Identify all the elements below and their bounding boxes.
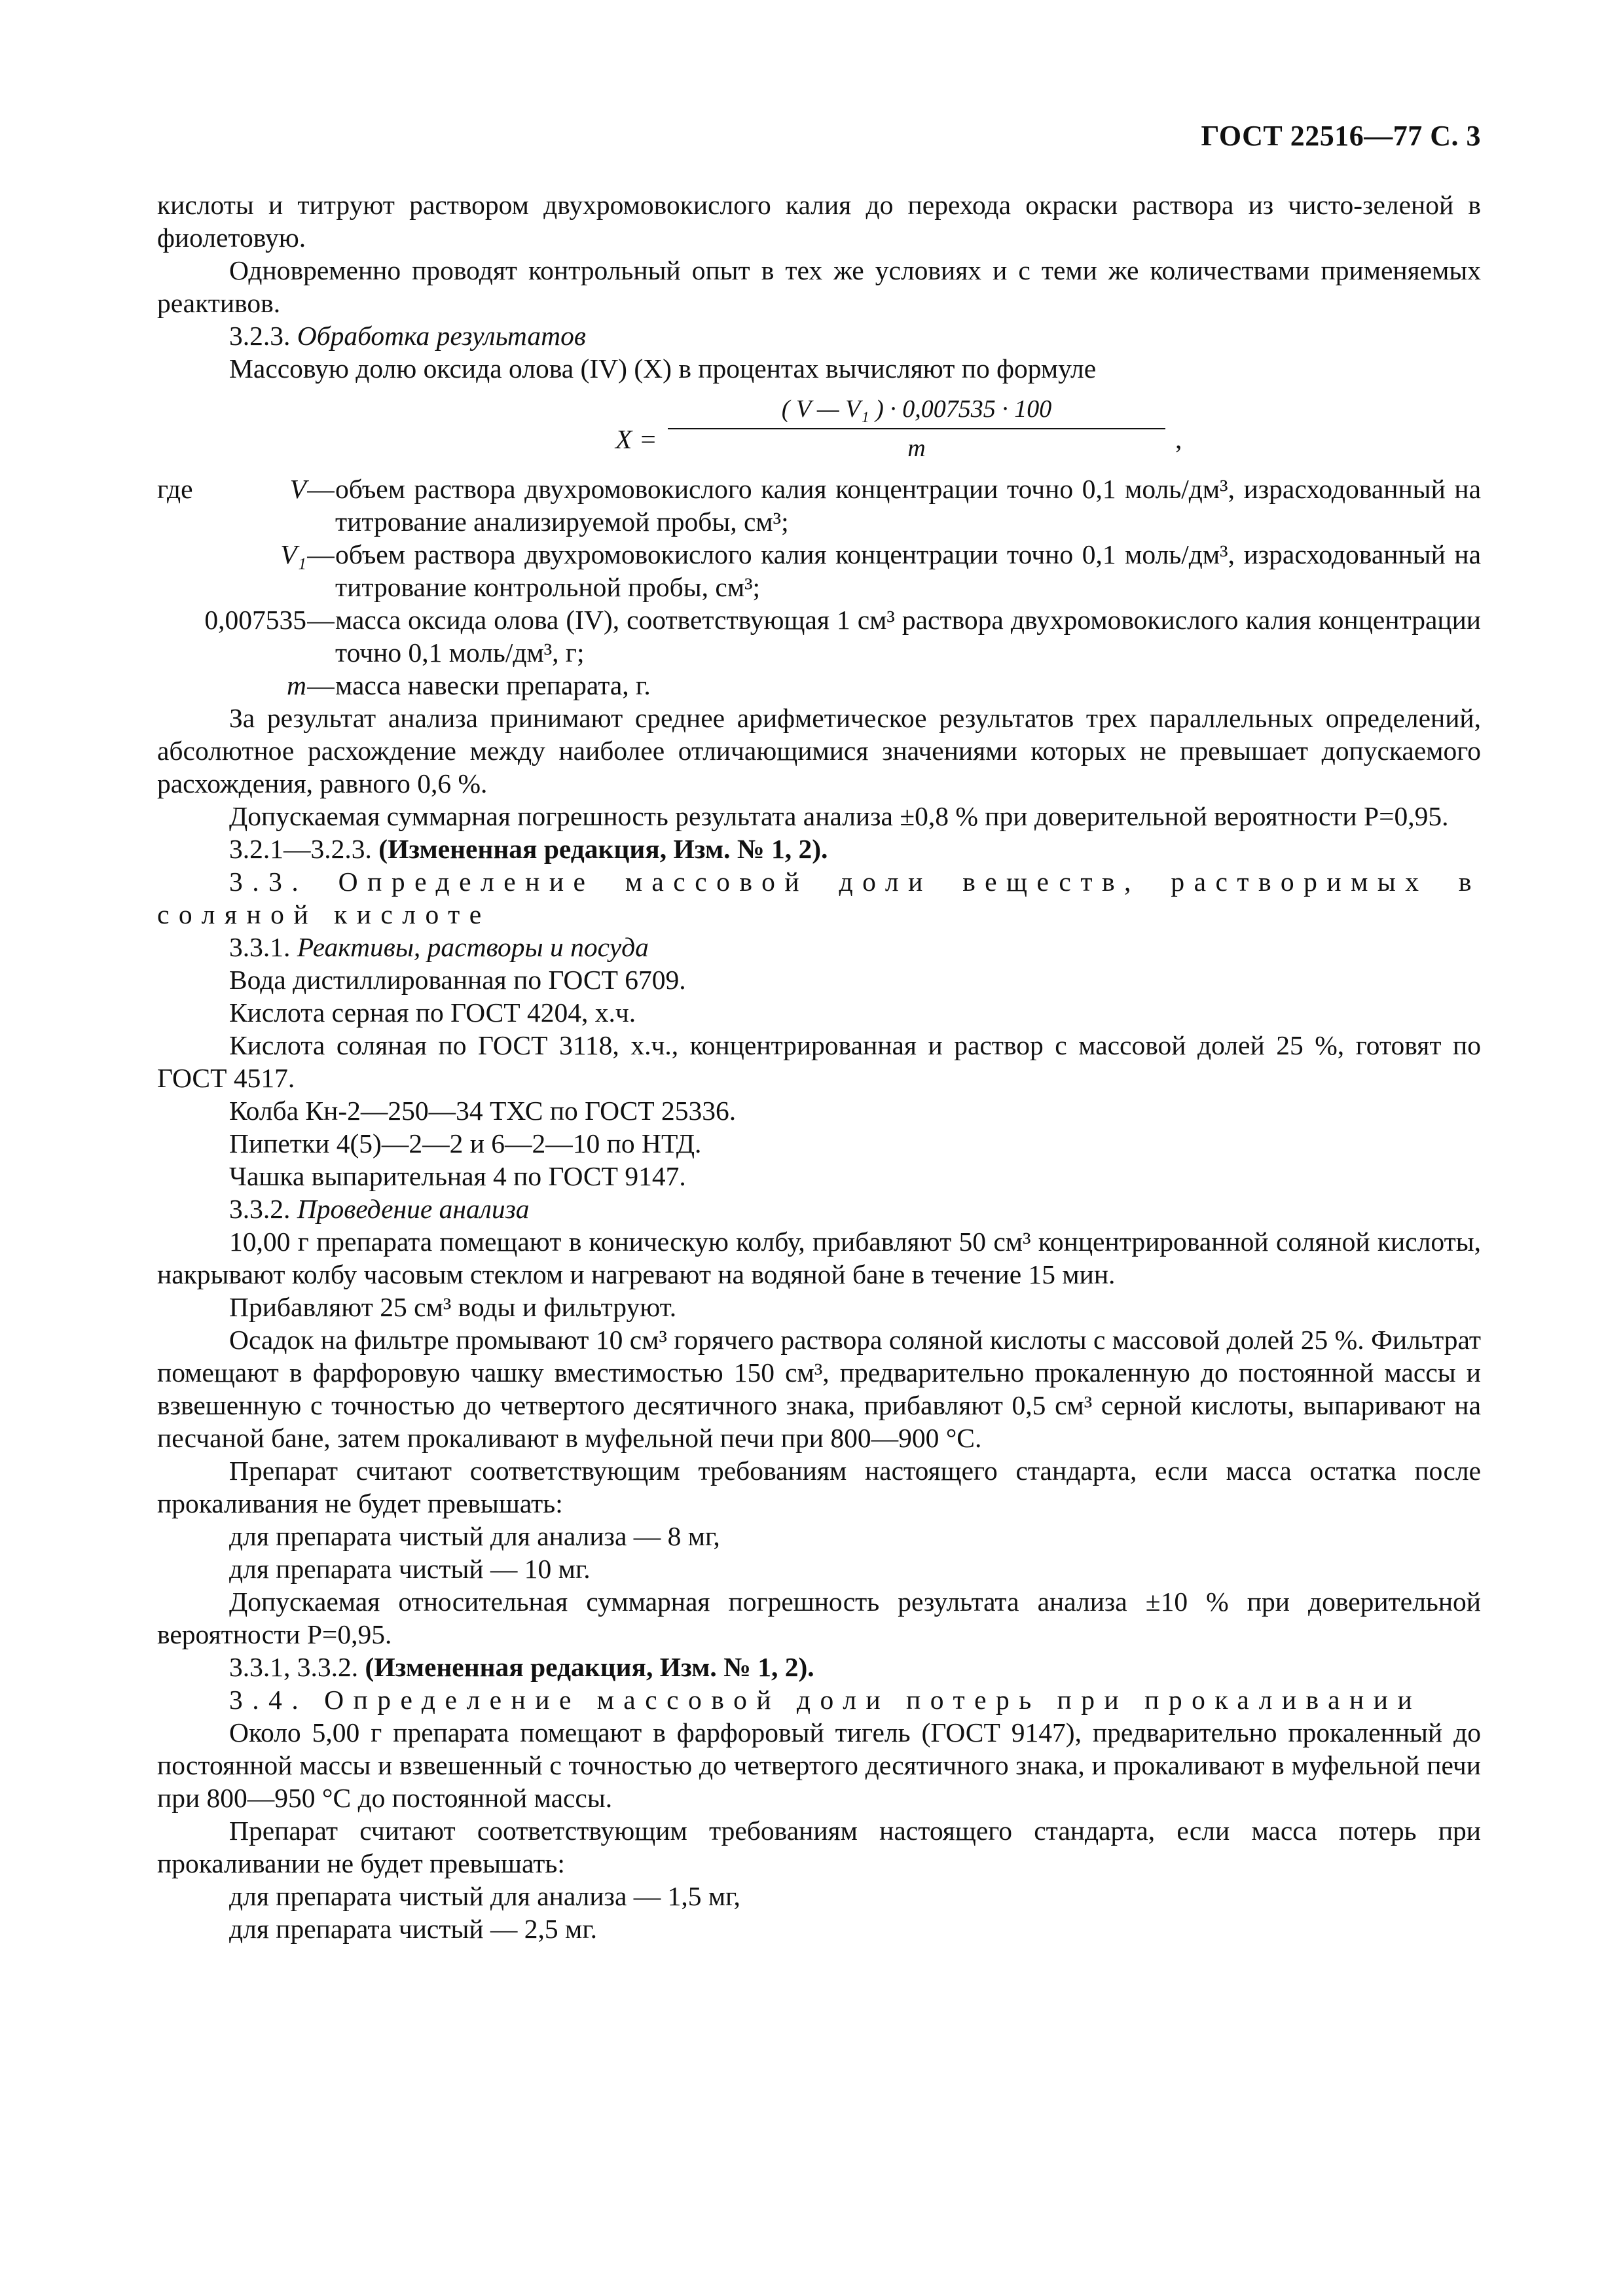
paragraph: За результат анализа принимают среднее арифметическое результатов трех параллельных определений, абсолютное расхождение между наиболее отличающимися значениями которых не превышает допускаемого расхождения, равного 0,6 %. [157, 703, 1481, 798]
legend-dash: — [307, 605, 335, 635]
legend-dash: — [307, 474, 335, 504]
section-number: 3.2.3. [229, 321, 291, 351]
legend-row [157, 473, 1481, 538]
reagent-item: Колба Кн-2—250—34 ТХС по ГОСТ 25336. [229, 1096, 737, 1126]
paragraph: Одновременно проводят контрольный опыт в тех же условиях и с теми же количествами применяемых реактивов. [157, 255, 1481, 318]
revision-text: (Измененная редакция, Изм. № 1, 2). [378, 834, 828, 864]
paragraph: Допускаемая суммарная погрешность результата анализа ±0,8 % при доверительной вероятности P=0,95. [229, 801, 1449, 831]
reagent-item: Вода дистиллированная по ГОСТ 6709. [229, 965, 686, 995]
legend-symbol: m [287, 670, 306, 700]
formula-numerator: ( V — V₁ ) · 0,007535 · 100 [668, 393, 1165, 429]
legend-where: где [157, 474, 193, 504]
legend-text: объем раствора двухромовокислого калия концентрации точно 0,1 моль/дм³, израсходованный на титрование анализируемой пробы, см³; [335, 474, 1481, 537]
reagent-item: Кислота соляная по ГОСТ 3118, х.ч., концентрированная и раствор с массовой долей 25 %, готовят по ГОСТ 4517. [157, 1030, 1481, 1093]
paragraph: Осадок на фильтре промывают 10 см³ горячего раствора соляной кислоты с массовой долей 25 %. Фильтрат помещают в фарфоровую чашку вместимостью 150 см³, предварительно прокаленную до постоянной массы и взвешенную с точностью до четвертого десятичного знака, прибавляют 0,5 см³ серной кислоты, выпаривают на песчаной бане, затем прокаливают в муфельной печи при 800—900 °С. [157, 1325, 1481, 1453]
reagent-item: Пипетки 4(5)—2—2 и 6—2—10 по НТД. [229, 1128, 702, 1158]
legend-dash: — [307, 670, 335, 700]
section-title: Реактивы, растворы и посуда [297, 932, 649, 962]
revision-number: 3.3.1, 3.3.2. [229, 1652, 359, 1682]
page-header: ГОСТ 22516—77 С. 3 [1201, 120, 1481, 152]
paragraph: Препарат считают соответствующим требованиям настоящего стандарта, если масса потерь при прокаливании не будет превышать: [157, 1816, 1481, 1878]
paragraph: Препарат считают соответствующим требованиям настоящего стандарта, если масса остатка после прокаливания не будет превышать: [157, 1456, 1481, 1518]
paragraph: Около 5,00 г препарата помещают в фарфоровый тигель (ГОСТ 9147), предварительно прокаленный до постоянной массы и взвешенный с точностью до четвертого десятичного знака, и прокаливают в муфельной печи при 800—950 °С до постоянной массы. [157, 1717, 1481, 1813]
legend-text: масса оксида олова (IV), соответствующая 1 см³ раствора двухромовокислого калия концентрации точно 0,1 моль/дм³, г; [335, 605, 1481, 668]
formula-denominator: m [907, 435, 926, 462]
paragraph: кислоты и титруют раствором двухромовокислого калия до перехода окраски раствора из чисто-зеленой в фиолетовую. [157, 190, 1481, 253]
paragraph: Прибавляют 25 см³ воды и фильтруют. [229, 1292, 677, 1322]
section-number: 3.3.1. [229, 932, 291, 962]
legend-row [157, 538, 1481, 603]
reagent-item: Чашка выпарительная 4 по ГОСТ 9147. [229, 1161, 686, 1191]
legend-row [157, 669, 1481, 702]
list-item: для препарата чистый для анализа — 8 мг, [229, 1521, 720, 1551]
legend-symbol: V₁ [280, 539, 306, 569]
legend-symbol: V [289, 474, 306, 504]
document-page [157, 0, 1481, 2296]
section-title: Проведение анализа [297, 1194, 530, 1224]
section-title: Обработка результатов [297, 321, 586, 351]
section-heading-3-4: 3.4. Определение массовой доли потерь при прокаливании [229, 1685, 1422, 1715]
document-body [157, 188, 1481, 1945]
list-item: для препарата чистый — 10 мг. [229, 1554, 591, 1584]
list-item: для препарата чистый — 2,5 мг. [229, 1914, 598, 1944]
revision-note [157, 833, 1481, 865]
paragraph: Массовую долю оксида олова (IV) (X) в процентах вычисляют по формуле [229, 353, 1097, 384]
legend-text: объем раствора двухромовокислого калия концентрации точно 0,1 моль/дм³, израсходованный на титрование контрольной пробы, см³; [335, 539, 1481, 602]
legend-row [157, 603, 1481, 669]
revision-text: (Измененная редакция, Изм. № 1, 2). [365, 1652, 814, 1682]
paragraph: 10,00 г препарата помещают в коническую колбу, прибавляют 50 см³ концентрированной соляной кислоты, накрывают колбу часовым стеклом и нагревают на водяной бане в течение 15 мин. [157, 1227, 1481, 1289]
revision-number: 3.2.1—3.2.3. [229, 834, 372, 864]
section-heading-3-3: 3.3. Определение массовой доли веществ, растворимых в соляной кислоте [157, 867, 1481, 929]
section-heading-3-2-3 [157, 319, 1481, 352]
reagent-item: Кислота серная по ГОСТ 4204, х.ч. [229, 997, 636, 1028]
revision-note [157, 1651, 1481, 1683]
section-heading-3-3-1 [157, 931, 1481, 963]
formula [157, 389, 1481, 467]
legend-symbol: 0,007535 [204, 605, 306, 635]
section-heading-3-3-2 [157, 1193, 1481, 1225]
legend-text: масса навески препарата, г. [335, 670, 651, 700]
formula-legend [157, 473, 1481, 702]
formula-fraction [668, 393, 1165, 465]
formula-comma: , [1175, 424, 1182, 454]
section-number: 3.3.2. [229, 1194, 291, 1224]
list-item: для препарата чистый для анализа — 1,5 мг, [229, 1881, 740, 1911]
legend-dash: — [307, 539, 335, 569]
paragraph: Допускаемая относительная суммарная погрешность результата анализа ±10 % при доверительной вероятности P=0,95. [157, 1587, 1481, 1649]
formula-lhs: X = [615, 424, 657, 454]
